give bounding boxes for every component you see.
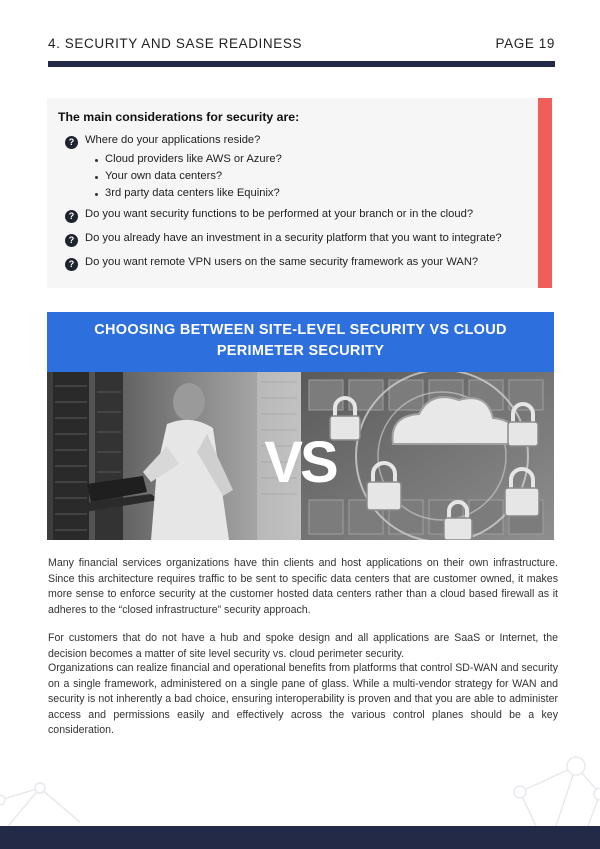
header-rule bbox=[48, 61, 555, 67]
question-item bbox=[65, 208, 473, 223]
site-vs-cloud-image bbox=[47, 372, 554, 540]
body-paragraph: Many financial services organizations have thin clients and host applications on their own infrastructure. Since this architecture requires traffic to be sent to specific data centers that are customer owned, it makes more sense to enforce security at the customer hosted data centers rather than a cloud based firewall as it adheres to the “closed infrastructure” security approach. bbox=[48, 557, 558, 616]
sub-list-item: 3rd party data centers like Equinix? bbox=[105, 187, 280, 199]
question-icon: ? bbox=[65, 234, 78, 247]
question-icon: ? bbox=[65, 258, 78, 271]
callout-accent-bar bbox=[538, 98, 552, 288]
section-banner bbox=[47, 312, 554, 372]
server-room-photo bbox=[47, 372, 301, 540]
body-paragraph: For customers that do not have a hub and spoke design and all applications are SaaS or Internet, the decision becomes a matter of site level security vs. cloud perimeter security. bbox=[48, 632, 558, 660]
question-text: Do you want security functions to be performed at your branch or in the cloud? bbox=[85, 208, 474, 220]
vs-label: VS bbox=[264, 430, 336, 495]
page-header bbox=[48, 36, 555, 56]
footer-bar bbox=[0, 826, 600, 849]
question-item bbox=[65, 134, 260, 149]
question-text: Do you already have an investment in a security platform that you want to integrate? bbox=[85, 232, 502, 244]
sub-list-item: Cloud providers like AWS or Azure? bbox=[105, 153, 282, 165]
body-paragraph: Organizations can realize financial and operational benefits from platforms that control SD-WAN and security on a single framework, administered on a single pane of glass. While a multi-vendor strategy for WAN and security is not inherently a bad choice, ensuring interoperability is proven and that you are able to administer access and permissions easily and effectively across the various control planes should be a key consideration. bbox=[48, 662, 558, 736]
question-text: Where do your applications reside? bbox=[85, 134, 261, 146]
sub-list-item: Your own data centers? bbox=[105, 170, 223, 182]
page-number: PAGE 19 bbox=[495, 36, 555, 51]
section-title: 4. SECURITY AND SASE READINESS bbox=[48, 36, 303, 51]
considerations-heading: The main considerations for security are: bbox=[58, 110, 300, 124]
question-item bbox=[65, 256, 478, 271]
banner-title bbox=[67, 320, 534, 362]
question-item bbox=[65, 232, 502, 247]
cloud-security-photo bbox=[301, 372, 554, 540]
banner-title-line-2: PERIMETER SECURITY bbox=[216, 343, 385, 359]
question-icon: ? bbox=[65, 136, 78, 149]
question-icon: ? bbox=[65, 210, 78, 223]
security-considerations-box bbox=[47, 98, 540, 288]
banner-title-line-1: CHOOSING BETWEEN SITE-LEVEL SECURITY VS CLOUD bbox=[94, 322, 507, 338]
question-text: Do you want remote VPN users on the same security framework as your WAN? bbox=[85, 256, 479, 268]
hero-illustration bbox=[47, 372, 554, 540]
network-decoration bbox=[0, 730, 600, 826]
